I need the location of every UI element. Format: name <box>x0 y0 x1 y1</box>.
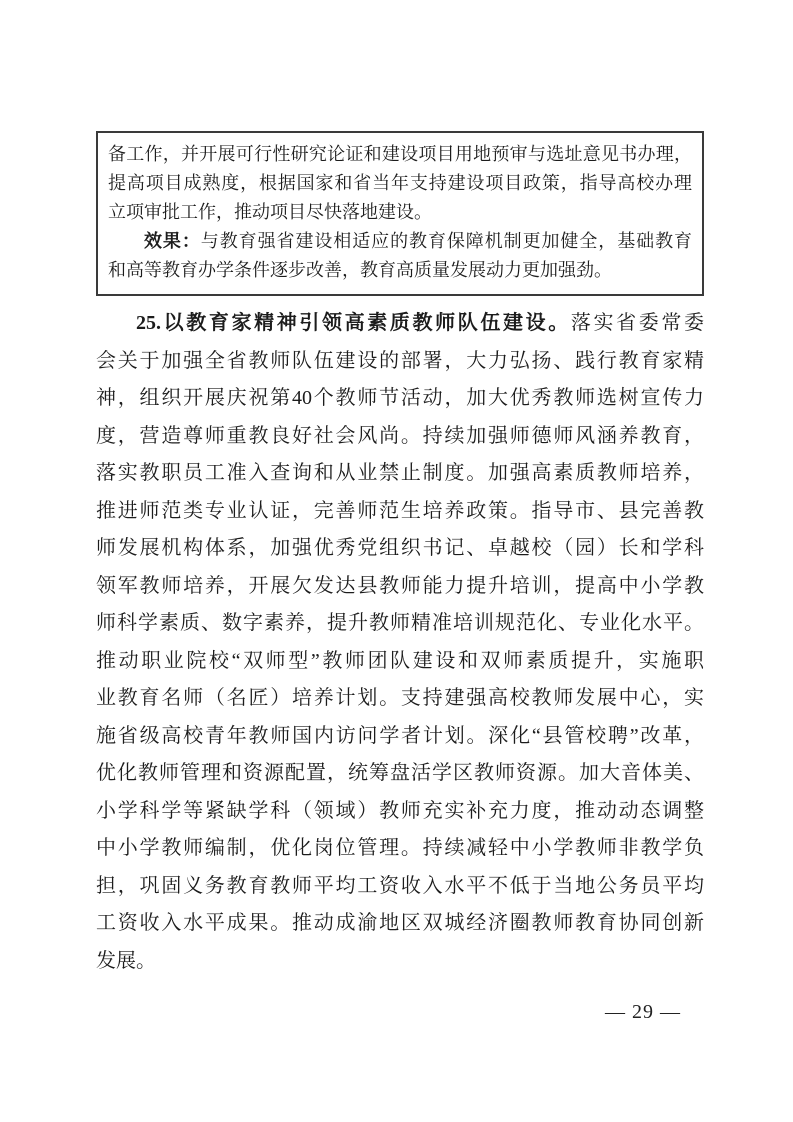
text-line <box>96 493 704 531</box>
line-text: 施省级高校青年教师国内访问学者计划。深化“县管校聘”改革， <box>96 724 704 747</box>
line-text: 小学科学等紧缺学科（领域）教师充实补充力度，推动动态调整 <box>96 799 704 822</box>
text-line <box>96 718 704 756</box>
text-line <box>96 455 704 493</box>
page-number: — 29 — <box>605 1001 681 1023</box>
line-text: 业教育名师（名匠）培养计划。支持建强高校教师发展中心，实 <box>96 687 704 709</box>
text-line <box>108 140 692 169</box>
page-content <box>96 131 704 980</box>
line-text: 推进师范类专业认证，完善师范生培养政策。指导市、县完善教 <box>96 499 704 522</box>
bold-lead-label: 效果： <box>144 231 201 251</box>
text-line <box>96 305 704 343</box>
text-line <box>96 830 704 868</box>
line-text: 会关于加强全省教师队伍建设的部署，大力弘扬、践行教育家精 <box>96 349 704 372</box>
line-text: 与教育强省建设相适应的教育保障机制更加健全，基础教育 <box>200 231 693 251</box>
text-line <box>96 680 704 718</box>
text-line <box>96 343 704 381</box>
text-line <box>108 227 692 256</box>
text-line <box>96 643 704 681</box>
text-line <box>108 256 692 285</box>
item-25-paragraph <box>96 305 704 980</box>
text-line <box>96 868 704 906</box>
text-line <box>96 755 704 793</box>
text-line <box>96 943 704 981</box>
text-line <box>96 380 704 418</box>
line-text: 发展。 <box>96 949 156 972</box>
text-line <box>96 568 704 606</box>
effect-notice-box <box>96 131 704 296</box>
line-text: 提高项目成熟度，根据国家和省当年支持建设项目政策，指导高校办理 <box>108 173 692 193</box>
line-text: 优化教师管理和资源配置，统筹盘活学区教师资源。加大音体美、 <box>96 762 704 784</box>
line-text: 工资收入水平成果。推动成渝地区双城经济圈教师教育协同创新 <box>96 912 704 934</box>
line-text: 落实教职员工准入查询和从业禁止制度。加强高素质教师培养， <box>96 462 704 484</box>
bold-lead-label: 25.以教育家精神引领高素质教师队伍建设。 <box>136 312 571 334</box>
text-line <box>96 905 704 943</box>
line-text: 师发展机构体系，加强优秀党组织书记、卓越校（园）长和学科 <box>96 537 704 559</box>
text-line <box>96 530 704 568</box>
line-text: 推动职业院校“双师型”教师团队建设和双师素质提升，实施职 <box>96 649 704 672</box>
line-text: 度，营造尊师重教良好社会风尚。持续加强师德师风涵养教育， <box>96 424 704 447</box>
text-line <box>96 418 704 456</box>
text-line <box>96 605 704 643</box>
line-text: 担，巩固义务教育教师平均工资收入水平不低于当地公务员平均 <box>96 874 704 897</box>
text-line <box>108 169 692 198</box>
line-text: 神，组织开展庆祝第40个教师节活动，加大优秀教师选树宣传力 <box>96 387 704 409</box>
line-text: 和高等教育办学条件逐步改善，教育高质量发展动力更加强劲。 <box>108 260 612 280</box>
text-line <box>96 793 704 831</box>
line-text: 中小学教师编制，优化岗位管理。持续减轻中小学教师非教学负 <box>96 837 704 859</box>
line-text: 备工作，并开展可行性研究论证和建设项目用地预审与选址意见书办理， <box>108 144 692 164</box>
line-text: 立项审批工作，推动项目尽快落地建设。 <box>108 202 432 222</box>
line-text: 领军教师培养，开展欠发达县教师能力提升培训，提高中小学教 <box>96 574 704 597</box>
line-text: 落实省委常委 <box>570 312 704 334</box>
line-text: 师科学素质、数字素养，提升教师精准培训规范化、专业化水平。 <box>96 612 704 634</box>
text-line <box>108 198 692 227</box>
